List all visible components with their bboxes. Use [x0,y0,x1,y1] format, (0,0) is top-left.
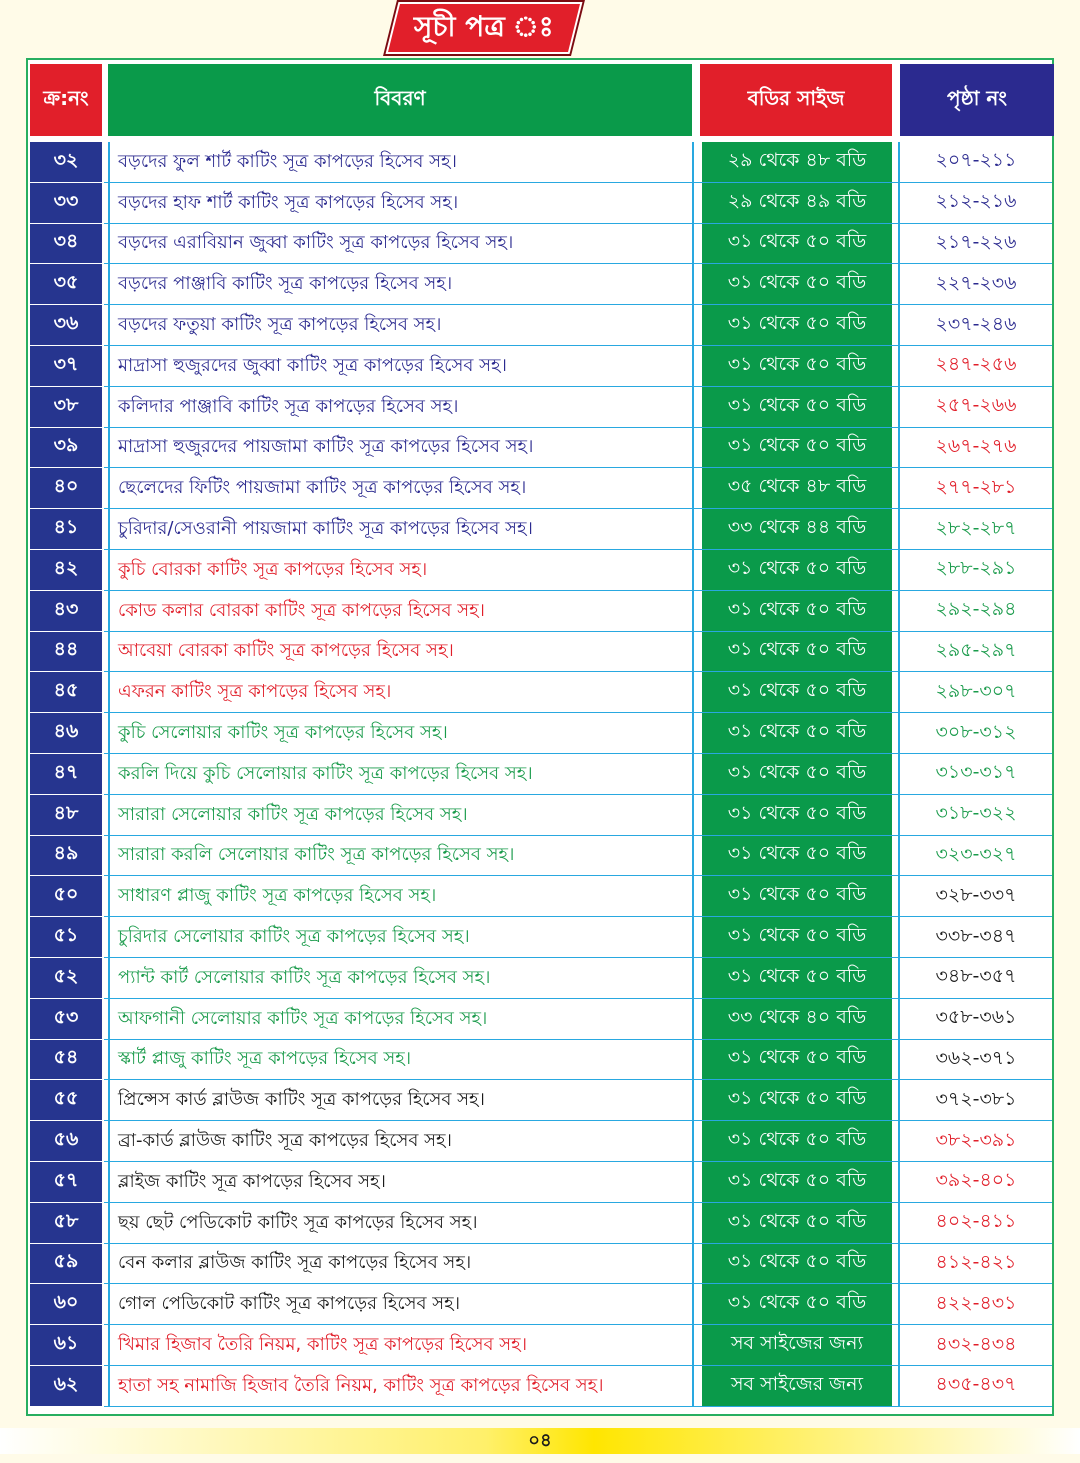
row-serial-number: ৬০ [30,1284,102,1325]
row-body-size: ৩১ থেকে ৫০ বডি [702,1203,892,1244]
table-row [28,672,1052,713]
row-description: বড়দের হাফ শার্ট কাটিং সূত্র কাপড়ের হিসেব সহ। [108,183,694,224]
page-title-text: সূচী পত্র ঃ [414,9,554,43]
table-row [28,713,1052,754]
row-description: বড়দের ফতুয়া কাটিং সূত্র কাপড়ের হিসেব সহ। [108,305,694,346]
row-body-size: ৩১ থেকে ৫০ বডি [702,958,892,999]
row-serial-number: ৪৫ [30,672,102,713]
row-page-range: ৩১৩-৩১৭ [898,754,1052,795]
table-row [28,836,1052,877]
header-serial-number: ক্র:নং [30,64,102,136]
table-row [28,754,1052,795]
row-description: চুরিদার/সেওরানী পায়জামা কাটিং সূত্র কাপড়ের হিসেব সহ। [108,509,694,550]
row-serial-number: ৩৯ [30,428,102,469]
row-body-size: সব সাইজের জন্য [702,1325,892,1366]
footer-page-number: ০৪ [528,1429,552,1451]
row-page-range: ৪১২-৪২১ [898,1244,1052,1285]
table-row [28,1325,1052,1366]
row-body-size: ৩১ থেকে ৫০ বডি [702,754,892,795]
row-serial-number: ৫৭ [30,1162,102,1203]
row-description: ব্লাইজ কাটিং সূত্র কাপড়ের হিসেব সহ। [108,1162,694,1203]
row-serial-number: ৫৪ [30,1040,102,1081]
row-page-range: ৩১৮-৩২২ [898,795,1052,836]
row-serial-number: ৪১ [30,509,102,550]
row-page-range: ২৯২-২৯৪ [898,591,1052,632]
row-description: এফরন কাটিং সূত্র কাপড়ের হিসেব সহ। [108,672,694,713]
row-description: ব্রা-কার্ড ব্লাউজ কাটিং সূত্র কাপড়ের হিসেব সহ। [108,1121,694,1162]
table-row [28,1162,1052,1203]
table-row [28,1244,1052,1285]
row-serial-number: ৪৭ [30,754,102,795]
row-page-range: ৩৬২-৩৭১ [898,1040,1052,1081]
row-body-size: ৩১ থেকে ৫০ বডি [702,591,892,632]
row-description: ছেলেদের ফিটিং পায়জামা কাটিং সূত্র কাপড়ের হিসেব সহ। [108,468,694,509]
row-description: বড়দের ফুল শার্ট কাটিং সূত্র কাপড়ের হিসেব সহ। [108,142,694,183]
table-row [28,1284,1052,1325]
row-serial-number: ৩৫ [30,264,102,305]
table-row [28,795,1052,836]
row-body-size: ৩১ থেকে ৫০ বডি [702,1284,892,1325]
row-serial-number: ৫৬ [30,1121,102,1162]
row-description: স্কার্ট প্লাজু কাটিং সূত্র কাপড়ের হিসেব সহ। [108,1040,694,1081]
table-row [28,1040,1052,1081]
table-row [28,1366,1052,1407]
table-row [28,346,1052,387]
row-page-range: ২৭৭-২৮১ [898,468,1052,509]
row-page-range: ২৩৭-২৪৬ [898,305,1052,346]
row-serial-number: ৫২ [30,958,102,999]
row-page-range: ৩৪৮-৩৫৭ [898,958,1052,999]
row-description: গোল পেডিকোট কাটিং সূত্র কাপড়ের হিসেব সহ। [108,1284,694,1325]
table-row [28,1203,1052,1244]
row-page-range: ৪৩৫-৪৩৭ [898,1366,1052,1407]
row-description: কুচি বোরকা কাটিং সূত্র কাপড়ের হিসেব সহ। [108,550,694,591]
row-page-range: ৪৩২-৪৩৪ [898,1325,1052,1366]
row-description: করলি দিয়ে কুচি সেলোয়ার কাটিং সূত্র কাপড়ের হিসেব সহ। [108,754,694,795]
row-body-size: ৩১ থেকে ৫০ বডি [702,836,892,877]
row-serial-number: ৪৪ [30,632,102,673]
row-page-range: ২৮৮-২৯১ [898,550,1052,591]
row-description: সারারা সেলোয়ার কাটিং সূত্র কাপড়ের হিসেব সহ। [108,795,694,836]
row-serial-number: ৩৮ [30,387,102,428]
row-description: কুচি সেলোয়ার কাটিং সূত্র কাপড়ের হিসেব সহ। [108,713,694,754]
row-description: হাতা সহ নামাজি হিজাব তৈরি নিয়ম, কাটিং সূত্র কাপড়ের হিসেব সহ। [108,1366,694,1407]
row-serial-number: ৪২ [30,550,102,591]
row-description: সাধারণ প্লাজু কাটিং সূত্র কাপড়ের হিসেব সহ। [108,876,694,917]
row-page-range: ২১৭-২২৬ [898,224,1052,265]
row-body-size: ২৯ থেকে ৪৯ বডি [702,183,892,224]
contents-table-body [28,142,1052,1407]
row-description: কোড কলার বোরকা কাটিং সূত্র কাপড়ের হিসেব সহ। [108,591,694,632]
row-page-range: ২২৭-২৩৬ [898,264,1052,305]
row-description: মাদ্রাসা হুজুরদের জুব্বা কাটিং সূত্র কাপড়ের হিসেব সহ। [108,346,694,387]
row-body-size: ৩১ থেকে ৫০ বডি [702,1040,892,1081]
row-body-size: ৩১ থেকে ৫০ বডি [702,387,892,428]
row-body-size: ৩১ থেকে ৫০ বডি [702,632,892,673]
row-description: প্রিন্সেস কার্ড ব্লাউজ কাটিং সূত্র কাপড়ের হিসেব সহ। [108,1080,694,1121]
row-page-range: ২৯৫-২৯৭ [898,632,1052,673]
table-row [28,876,1052,917]
table-row [28,305,1052,346]
row-body-size: ৩১ থেকে ৫০ বডি [702,305,892,346]
row-body-size: ২৯ থেকে ৪৮ বডি [702,142,892,183]
row-serial-number: ৬২ [30,1366,102,1407]
row-serial-number: ৫৯ [30,1244,102,1285]
row-body-size: ৩১ থেকে ৫০ বডি [702,1244,892,1285]
row-serial-number: ৬১ [30,1325,102,1366]
table-row [28,509,1052,550]
row-body-size: ৩১ থেকে ৫০ বডি [702,795,892,836]
table-row [28,264,1052,305]
row-page-range: ৪০২-৪১১ [898,1203,1052,1244]
table-row [28,917,1052,958]
row-description: প্যান্ট কার্ট সেলোয়ার কাটিং সূত্র কাপড়ের হিসেব সহ। [108,958,694,999]
row-body-size: ৩১ থেকে ৫০ বডি [702,1121,892,1162]
row-serial-number: ৫৮ [30,1203,102,1244]
row-serial-number: ৫১ [30,917,102,958]
header-page-number: পৃষ্ঠা নং [900,64,1054,136]
row-serial-number: ৪৯ [30,836,102,877]
table-row [28,550,1052,591]
row-serial-number: ৫৫ [30,1080,102,1121]
row-body-size: ৩৫ থেকে ৪৮ বডি [702,468,892,509]
row-serial-number: ৩৭ [30,346,102,387]
row-description: বড়দের এরাবিয়ান জুব্বা কাটিং সূত্র কাপড়ের হিসেব সহ। [108,224,694,265]
row-serial-number: ৪৩ [30,591,102,632]
row-body-size: সব সাইজের জন্য [702,1366,892,1407]
row-body-size: ৩১ থেকে ৫০ বডি [702,672,892,713]
header-description: বিবরণ [108,64,692,136]
row-description: মাদ্রাসা হুজুরদের পায়জামা কাটিং সূত্র কাপড়ের হিসেব সহ। [108,428,694,469]
row-description: ছয় ছেট পেডিকোট কাটিং সূত্র কাপড়ের হিসেব সহ। [108,1203,694,1244]
table-row [28,999,1052,1040]
row-serial-number: ৫৩ [30,999,102,1040]
table-row [28,224,1052,265]
row-description: কলিদার পাঞ্জাবি কাটিং সূত্র কাপড়ের হিসেব সহ। [108,387,694,428]
row-serial-number: ৪৬ [30,713,102,754]
table-row [28,958,1052,999]
row-body-size: ৩১ থেকে ৫০ বডি [702,917,892,958]
row-serial-number: ৩৩ [30,183,102,224]
row-description: বেন কলার ব্লাউজ কাটিং সূত্র কাপড়ের হিসেব সহ। [108,1244,694,1285]
table-row [28,591,1052,632]
header-body-size: বডির সাইজ [700,64,892,136]
row-page-range: ২৯৮-৩০৭ [898,672,1052,713]
row-serial-number: ৫০ [30,876,102,917]
row-body-size: ৩১ থেকে ৫০ বডি [702,224,892,265]
contents-table-frame [26,58,1054,1416]
row-page-range: ২৪৭-২৫৬ [898,346,1052,387]
table-row [28,428,1052,469]
row-serial-number: ৪৮ [30,795,102,836]
row-description: সারারা করলি সেলোয়ার কাটিং সূত্র কাপড়ের হিসেব সহ। [108,836,694,877]
row-body-size: ৩১ থেকে ৫০ বডি [702,346,892,387]
table-row [28,632,1052,673]
row-page-range: ৩৩৮-৩৪৭ [898,917,1052,958]
table-row [28,1121,1052,1162]
row-body-size: ৩১ থেকে ৫০ বডি [702,264,892,305]
row-page-range: ৩২৩-৩২৭ [898,836,1052,877]
row-page-range: ৩৭২-৩৮১ [898,1080,1052,1121]
row-description: আবেয়া বোরকা কাটিং সূত্র কাপড়ের হিসেব সহ। [108,632,694,673]
row-page-range: ২১২-২১৬ [898,183,1052,224]
table-row [28,183,1052,224]
row-serial-number: ৩২ [30,142,102,183]
row-body-size: ৩১ থেকে ৫০ বডি [702,1080,892,1121]
footer-bar [0,1428,1080,1454]
page-title [386,2,583,54]
row-description: বড়দের পাঞ্জাবি কাটিং সূত্র কাপড়ের হিসেব সহ। [108,264,694,305]
row-serial-number: ৩৬ [30,305,102,346]
row-body-size: ৩৩ থেকে ৪৪ বডি [702,509,892,550]
row-body-size: ৩১ থেকে ৫০ বডি [702,1162,892,1203]
table-row [28,1080,1052,1121]
row-page-range: ২৬৭-২৭৬ [898,428,1052,469]
row-page-range: ২৫৭-২৬৬ [898,387,1052,428]
table-row [28,142,1052,183]
row-page-range: ৩৫৮-৩৬১ [898,999,1052,1040]
row-page-range: ৩০৮-৩১২ [898,713,1052,754]
row-serial-number: ৪০ [30,468,102,509]
row-body-size: ৩৩ থেকে ৪০ বডি [702,999,892,1040]
row-description: আফগানী সেলোয়ার কাটিং সূত্র কাপড়ের হিসেব সহ। [108,999,694,1040]
row-page-range: ৩৯২-৪০১ [898,1162,1052,1203]
table-row [28,468,1052,509]
row-page-range: ৩২৮-৩৩৭ [898,876,1052,917]
row-body-size: ৩১ থেকে ৫০ বডি [702,713,892,754]
row-body-size: ৩১ থেকে ৫০ বডি [702,550,892,591]
row-serial-number: ৩৪ [30,224,102,265]
row-description: চুরিদার সেলোয়ার কাটিং সূত্র কাপড়ের হিসেব সহ। [108,917,694,958]
row-page-range: ২০৭-২১১ [898,142,1052,183]
row-page-range: ৪২২-৪৩১ [898,1284,1052,1325]
row-page-range: ২৮২-২৮৭ [898,509,1052,550]
table-row [28,387,1052,428]
row-page-range: ৩৮২-৩৯১ [898,1121,1052,1162]
row-body-size: ৩১ থেকে ৫০ বডি [702,428,892,469]
row-description: খিমার হিজাব তৈরি নিয়ম, কাটিং সূত্র কাপড়ের হিসেব সহ। [108,1325,694,1366]
row-body-size: ৩১ থেকে ৫০ বডি [702,876,892,917]
